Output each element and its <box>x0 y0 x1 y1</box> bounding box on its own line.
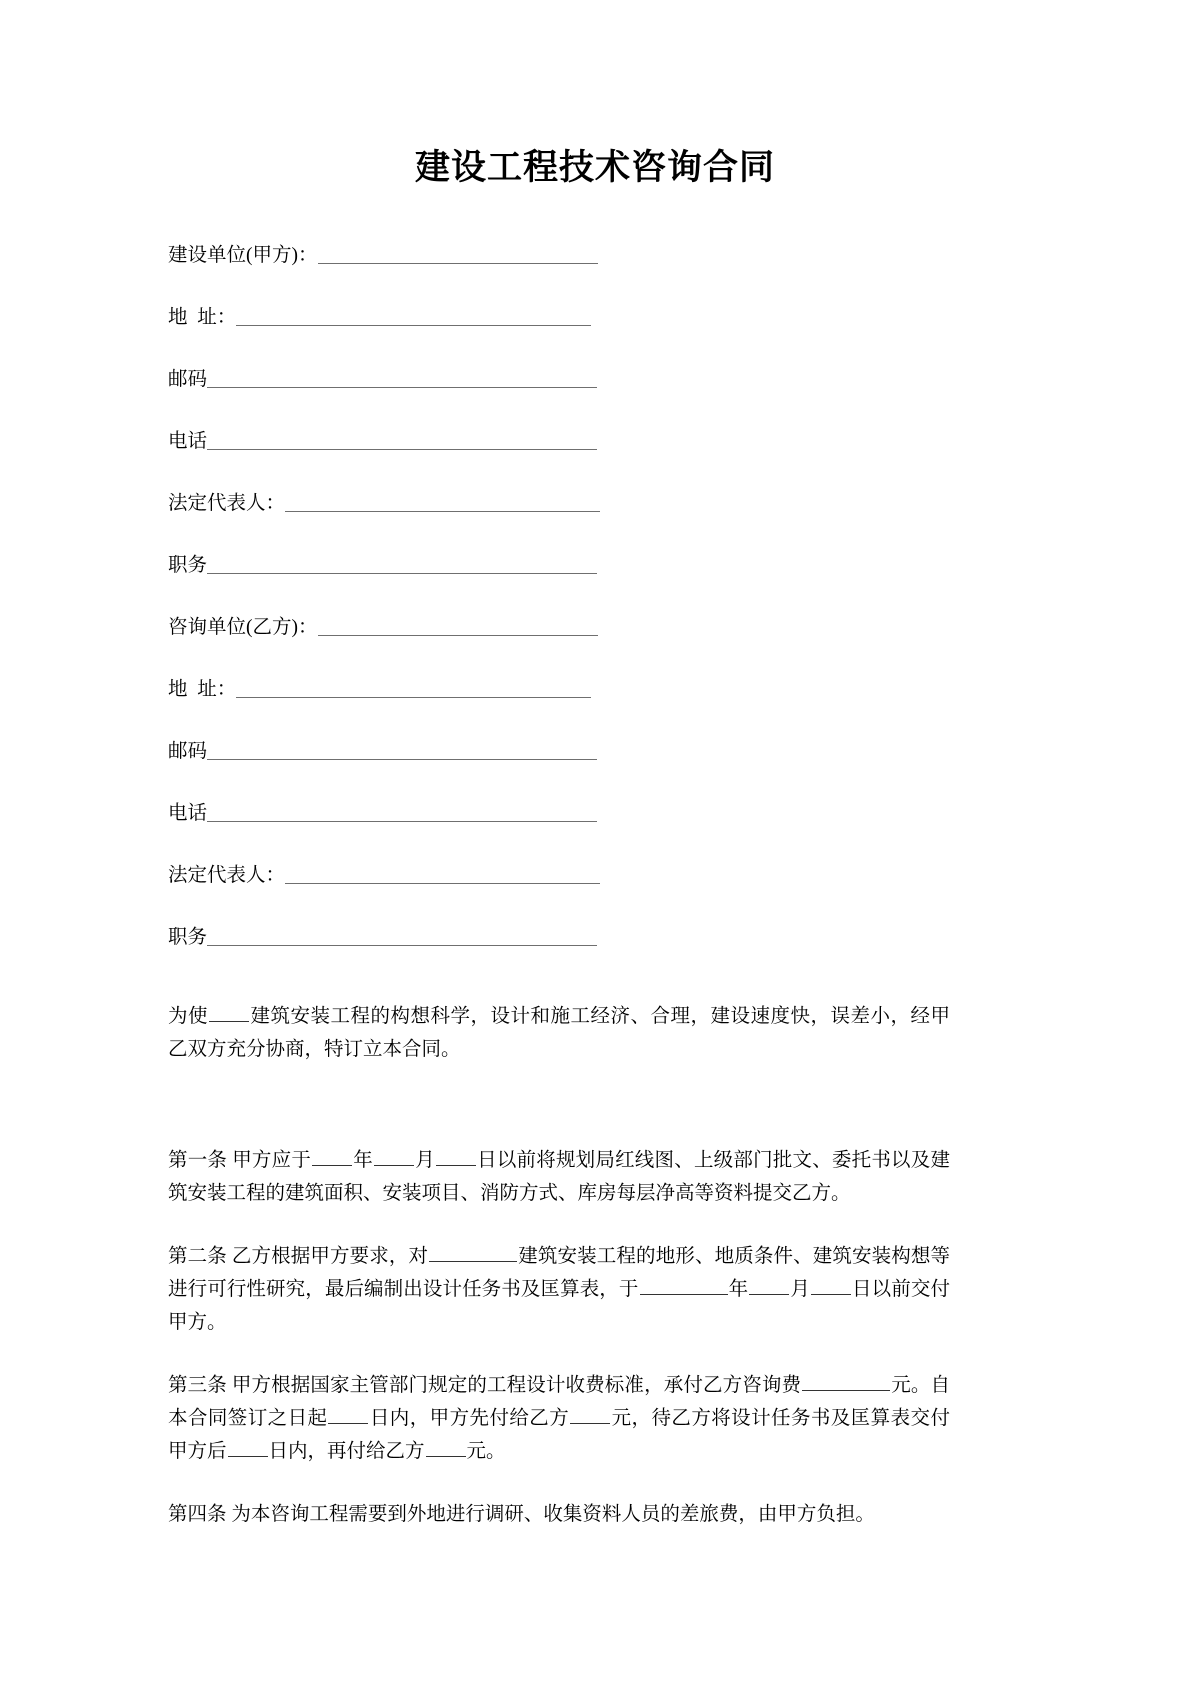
article-2-blank-7[interactable] <box>811 1294 851 1295</box>
field-row-party-a-postal-code <box>168 329 968 391</box>
article-1-blank-5[interactable] <box>436 1165 476 1166</box>
field-label-position: 职务 <box>168 926 208 948</box>
field-label-legal-representative: 法定代表人： <box>168 492 286 514</box>
article-2-text-4: 年 <box>728 1279 749 1300</box>
article-1-blank-1[interactable] <box>312 1165 352 1166</box>
article-2-blank-1[interactable] <box>429 1261 517 1262</box>
party-b-field-group <box>168 577 968 949</box>
article-2-text-0: 乙方根据甲方要求，对 <box>226 1246 429 1267</box>
field-row-party-a-legal-representative <box>168 453 968 515</box>
field-label-postal-code: 邮码 <box>168 368 208 390</box>
field-label-legal-representative: 法定代表人： <box>168 864 286 886</box>
field-label-telephone: 电话 <box>168 430 208 452</box>
field-row-party-a-address <box>168 267 968 329</box>
article-2-blank-5[interactable] <box>749 1294 789 1295</box>
field-input-position[interactable] <box>207 944 597 946</box>
article-3-text-6: 元，待乙方将设计任务书及匡算表交付甲方后 <box>168 1408 950 1462</box>
field-row-party-b-telephone <box>168 763 968 825</box>
article-3-blank-3[interactable] <box>328 1423 368 1424</box>
field-row-party-b-consulting-unit-party-b <box>168 577 968 639</box>
article-3-blank-5[interactable] <box>570 1423 610 1424</box>
article-3-text-2: 元。自本合同签订之日起 <box>168 1375 950 1429</box>
article-3-number: 第三条 <box>168 1375 227 1396</box>
article-4-number: 第四条 <box>168 1504 227 1525</box>
section-spacer <box>168 1096 950 1144</box>
field-label-position: 职务 <box>168 554 208 576</box>
article-2-text-8: 日以前交付甲方。 <box>168 1279 950 1333</box>
article-1-text-0: 甲方应于 <box>227 1150 312 1171</box>
field-row-party-b-postal-code <box>168 701 968 763</box>
field-label-address: 地 址： <box>168 306 237 328</box>
article-3-text-10: 元。 <box>466 1441 506 1462</box>
field-input-legal-representative[interactable] <box>285 510 600 512</box>
article-1-blank-3[interactable] <box>374 1165 414 1166</box>
field-label-address: 地 址： <box>168 678 237 700</box>
article-3-text-8: 日内，再付给乙方 <box>268 1441 425 1462</box>
field-row-party-b-legal-representative <box>168 825 968 887</box>
article-3-blank-9[interactable] <box>426 1456 466 1457</box>
article-3 <box>168 1369 950 1468</box>
articles-list <box>168 1144 950 1531</box>
field-row-party-b-address <box>168 639 968 701</box>
field-row-party-a-position <box>168 515 968 577</box>
field-input-telephone[interactable] <box>207 820 597 822</box>
field-input-consulting-unit-party-b[interactable] <box>318 634 598 636</box>
field-label-construction-unit-party-a: 建设单位(甲方)： <box>168 244 318 266</box>
article-2-number: 第二条 <box>168 1246 227 1267</box>
field-input-address[interactable] <box>236 324 591 326</box>
preamble-blank[interactable] <box>209 1021 249 1022</box>
preamble-text-start: 为使 <box>168 1006 208 1027</box>
field-input-construction-unit-party-a[interactable] <box>318 262 598 264</box>
field-input-legal-representative[interactable] <box>285 882 600 884</box>
article-3-text-4: 日内，甲方先付给乙方 <box>369 1408 570 1429</box>
article-4 <box>168 1498 950 1531</box>
preamble-text-end: 建筑安装工程的构想科学，设计和施工经济、合理，建设速度快，误差小，经甲乙双方充分协商，特订立本合同。 <box>168 1006 950 1060</box>
article-1-number: 第一条 <box>168 1150 228 1171</box>
article-2-text-6: 月 <box>790 1279 810 1300</box>
field-row-party-b-position <box>168 887 968 949</box>
field-label-telephone: 电话 <box>168 802 208 824</box>
article-1-text-6: 日以前将规划局红线图、上级部门批文、委托书以及建筑安装工程的建筑面积、安装项目、消防方式、库房每层净高等资料提交乙方。 <box>168 1150 950 1204</box>
field-input-postal-code[interactable] <box>207 758 597 760</box>
field-input-address[interactable] <box>236 696 591 698</box>
field-row-party-a-telephone <box>168 391 968 453</box>
field-input-position[interactable] <box>207 572 597 574</box>
preamble-paragraph <box>168 1000 950 1066</box>
article-4-text-0: 为本咨询工程需要到外地进行调研、收集资料人员的差旅费，由甲方负担。 <box>226 1504 875 1525</box>
article-3-text-0: 甲方根据国家主管部门规定的工程设计收费标准，承付乙方咨询费 <box>226 1375 802 1396</box>
article-1 <box>168 1144 950 1210</box>
article-2-blank-3[interactable] <box>640 1294 728 1295</box>
article-1-text-2: 年 <box>353 1150 373 1171</box>
article-1-text-4: 月 <box>415 1150 435 1171</box>
contract-body <box>168 1000 950 1561</box>
contract-parties-fields <box>168 205 968 949</box>
field-label-postal-code: 邮码 <box>168 740 208 762</box>
field-label-consulting-unit-party-b: 咨询单位(乙方)： <box>168 616 318 638</box>
article-2-text-2: 建筑安装工程的地形、地质条件、建筑安装构想等进行可行性研究，最后编制出设计任务书及匡算表，于 <box>168 1246 950 1300</box>
party-a-field-group <box>168 205 968 577</box>
field-row-party-a-construction-unit-party-a <box>168 205 968 267</box>
article-3-blank-7[interactable] <box>228 1456 268 1457</box>
field-input-telephone[interactable] <box>207 448 597 450</box>
article-3-blank-1[interactable] <box>802 1390 890 1391</box>
page-title: 建设工程技术咨询合同 <box>414 148 775 187</box>
article-2 <box>168 1240 950 1339</box>
field-input-postal-code[interactable] <box>207 386 597 388</box>
